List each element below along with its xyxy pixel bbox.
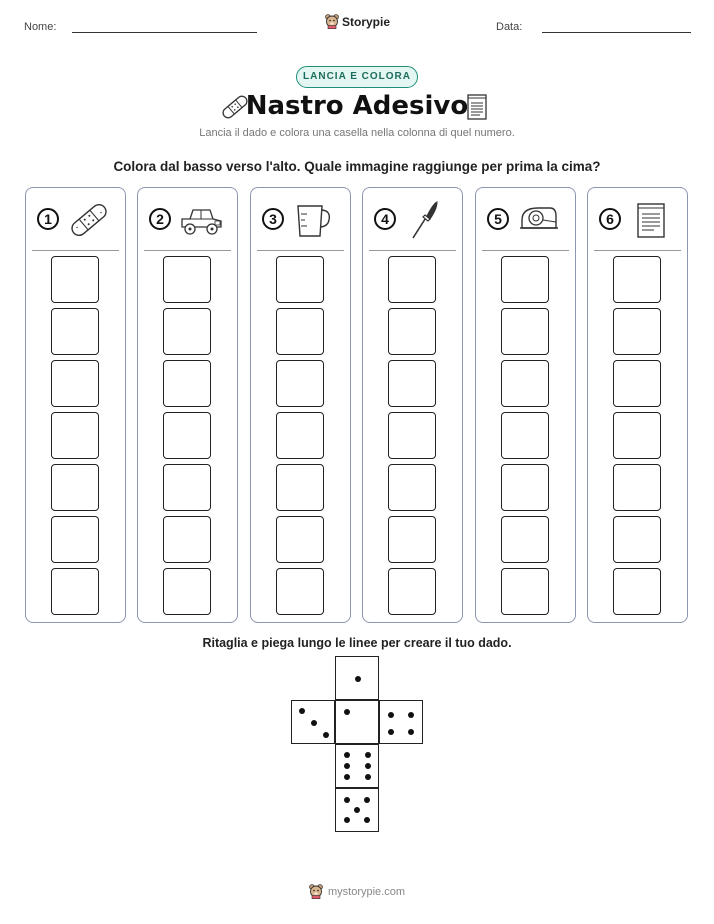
dice-face-6 [335, 744, 379, 788]
color-box[interactable] [613, 464, 661, 511]
dice-pip [364, 797, 370, 803]
name-label: Nome: [24, 21, 57, 33]
column-divider [32, 250, 119, 251]
bandage-icon [66, 200, 112, 240]
dice-pip [388, 729, 394, 735]
notepad-icon [465, 93, 489, 121]
dice-pip [408, 712, 414, 718]
column-divider [482, 250, 569, 251]
measuring-cup-icon [291, 200, 337, 240]
date-line[interactable] [542, 32, 691, 33]
brand-name: Storypie [342, 14, 391, 29]
color-box[interactable] [51, 568, 99, 615]
color-box[interactable] [501, 464, 549, 511]
car-icon [178, 200, 224, 240]
column-number: 6 [599, 208, 621, 230]
color-box[interactable] [276, 412, 324, 459]
color-box[interactable] [501, 412, 549, 459]
color-box[interactable] [51, 256, 99, 303]
bear-logo-icon [325, 14, 339, 29]
dice-pip [311, 720, 317, 726]
color-box[interactable] [276, 256, 324, 303]
tape-dispenser-icon [516, 200, 562, 240]
instruction-text: Colora dal basso verso l'alto. Quale immagine raggiunge per prima la cima? [113, 159, 601, 174]
color-box[interactable] [613, 516, 661, 563]
color-box[interactable] [613, 308, 661, 355]
page-title: Nastro Adesivo [245, 91, 469, 121]
color-box[interactable] [501, 256, 549, 303]
dice-pip [323, 732, 329, 738]
dice-face-5 [335, 788, 379, 832]
column-4 [362, 187, 463, 623]
dice-pip [344, 709, 350, 715]
color-box[interactable] [388, 568, 436, 615]
column-1 [25, 187, 126, 623]
column-number: 3 [262, 208, 284, 230]
color-box[interactable] [613, 412, 661, 459]
dice-pip [408, 729, 414, 735]
color-box[interactable] [276, 360, 324, 407]
color-box[interactable] [163, 308, 211, 355]
column-divider [257, 250, 344, 251]
dice-pip [344, 752, 350, 758]
color-box[interactable] [163, 568, 211, 615]
activity-badge: LANCIA E COLORA [296, 66, 418, 88]
color-box[interactable] [613, 256, 661, 303]
color-box[interactable] [276, 516, 324, 563]
color-box[interactable] [51, 412, 99, 459]
dice-pip [355, 676, 361, 682]
dice-instruction: Ritaglia e piega lungo le linee per creare il tuo dado. [202, 636, 512, 650]
color-box[interactable] [276, 464, 324, 511]
dice-face-1 [335, 700, 379, 744]
dice-pip [344, 797, 350, 803]
dice-face-4 [379, 700, 423, 744]
column-divider [369, 250, 456, 251]
subtitle: Lancia il dado e colora una casella nella colonna di quel numero. [199, 127, 515, 139]
color-box[interactable] [51, 360, 99, 407]
color-box[interactable] [163, 464, 211, 511]
paintbrush-icon [403, 200, 449, 240]
color-box[interactable] [51, 516, 99, 563]
color-box[interactable] [163, 360, 211, 407]
color-box[interactable] [388, 516, 436, 563]
color-box[interactable] [388, 360, 436, 407]
dice-pip [299, 708, 305, 714]
column-number: 2 [149, 208, 171, 230]
column-6 [587, 187, 688, 623]
color-box[interactable] [163, 412, 211, 459]
column-3 [250, 187, 351, 623]
color-box[interactable] [501, 360, 549, 407]
column-2 [137, 187, 238, 623]
column-divider [144, 250, 231, 251]
dice-pip [365, 752, 371, 758]
dice-pip [365, 763, 371, 769]
color-box[interactable] [613, 568, 661, 615]
dice-pip [354, 807, 360, 813]
color-box[interactable] [501, 568, 549, 615]
bear-logo-icon [309, 884, 323, 899]
color-box[interactable] [276, 568, 324, 615]
footer [0, 884, 714, 899]
color-box[interactable] [388, 464, 436, 511]
column-5 [475, 187, 576, 623]
dice-face-3 [291, 700, 335, 744]
brand-logo [325, 14, 390, 29]
dice-pip [344, 817, 350, 823]
column-number: 1 [37, 208, 59, 230]
dice-pip [344, 774, 350, 780]
color-box[interactable] [501, 516, 549, 563]
column-number: 4 [374, 208, 396, 230]
dice-face-1 [335, 656, 379, 700]
color-box[interactable] [501, 308, 549, 355]
color-box[interactable] [51, 464, 99, 511]
date-label: Data: [496, 21, 523, 33]
dice-pip [344, 763, 350, 769]
color-box[interactable] [276, 308, 324, 355]
color-box[interactable] [163, 256, 211, 303]
color-box[interactable] [388, 412, 436, 459]
column-number: 5 [487, 208, 509, 230]
color-box[interactable] [51, 308, 99, 355]
column-divider [594, 250, 681, 251]
color-box[interactable] [613, 360, 661, 407]
dice-pip [364, 817, 370, 823]
color-box[interactable] [388, 308, 436, 355]
footer-url[interactable]: mystorypie.com [327, 885, 406, 898]
color-box[interactable] [388, 256, 436, 303]
color-box[interactable] [163, 516, 211, 563]
notepad-icon [628, 200, 674, 240]
dice-pip [388, 712, 394, 718]
name-line[interactable] [72, 32, 257, 33]
dice-pip [365, 774, 371, 780]
